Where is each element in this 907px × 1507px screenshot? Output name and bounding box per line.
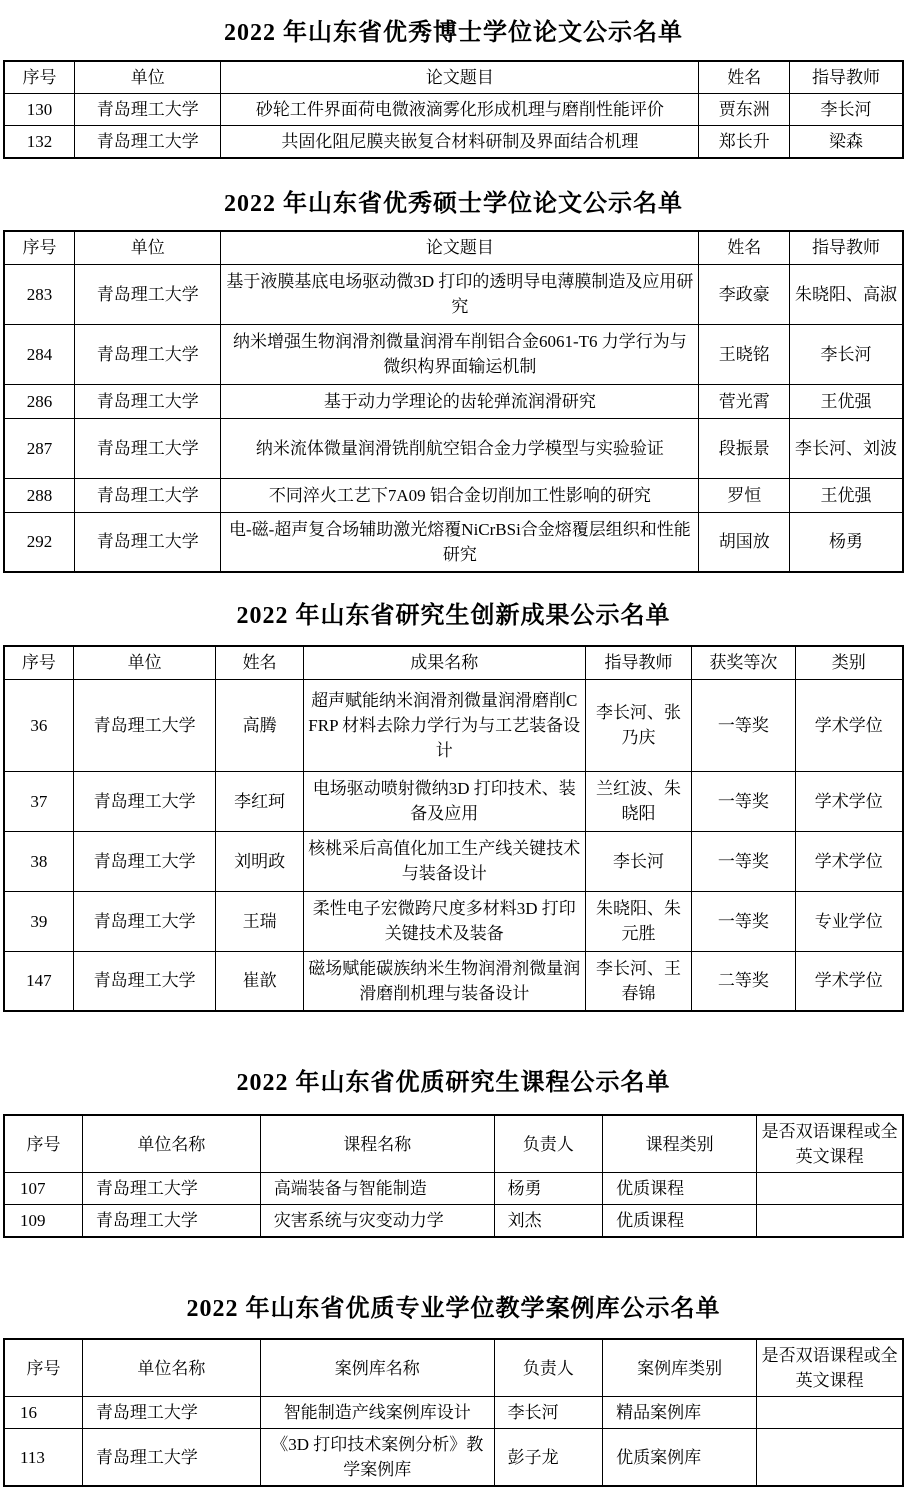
cell-unit-name: 青岛理工大学 bbox=[82, 1429, 260, 1487]
cell-advisor: 李长河、张乃庆 bbox=[585, 679, 692, 771]
col-header-index: 序号 bbox=[4, 231, 75, 264]
cell-index: 287 bbox=[4, 418, 75, 478]
col-header-unit: 单位 bbox=[75, 61, 221, 94]
cell-course-type: 优质课程 bbox=[603, 1173, 757, 1205]
cell-advisor: 李长河、刘波 bbox=[790, 418, 903, 478]
table-master-theses bbox=[3, 230, 904, 573]
table-doctoral-theses bbox=[3, 60, 904, 159]
table-row bbox=[4, 1429, 903, 1487]
cell-thesis-title: 纳米流体微量润滑铣削航空铝合金力学模型与实验验证 bbox=[221, 418, 699, 478]
cell-index: 38 bbox=[4, 831, 73, 891]
col-header-bilingual: 是否双语课程或全英文课程 bbox=[757, 1115, 903, 1173]
cell-unit: 青岛理工大学 bbox=[75, 512, 221, 572]
col-header-achievement: 成果名称 bbox=[303, 646, 585, 679]
cell-unit-name: 青岛理工大学 bbox=[82, 1397, 260, 1429]
col-header-unit-name: 单位名称 bbox=[82, 1115, 260, 1173]
col-header-course-name: 课程名称 bbox=[260, 1115, 494, 1173]
cell-achievement: 电场驱动喷射微纳3D 打印技术、装备及应用 bbox=[303, 771, 585, 831]
cell-index: 130 bbox=[4, 94, 75, 126]
table-row bbox=[4, 951, 903, 1011]
table-row bbox=[4, 512, 903, 572]
cell-name: 王瑞 bbox=[216, 891, 303, 951]
cell-unit: 青岛理工大学 bbox=[73, 891, 216, 951]
cell-casebase-type: 优质案例库 bbox=[603, 1429, 757, 1487]
cell-thesis-title: 共固化阻尼膜夹嵌复合材料研制及界面结合机理 bbox=[221, 126, 699, 159]
col-header-advisor: 指导教师 bbox=[790, 231, 903, 264]
cell-advisor: 梁森 bbox=[790, 126, 903, 159]
col-header-course-type: 课程类别 bbox=[603, 1115, 757, 1173]
cell-thesis-title: 基于动力学理论的齿轮弹流润滑研究 bbox=[221, 384, 699, 418]
cell-index: 39 bbox=[4, 891, 73, 951]
table-row bbox=[4, 679, 903, 771]
table-header-row bbox=[4, 231, 903, 264]
cell-leader: 杨勇 bbox=[494, 1173, 602, 1205]
col-header-index: 序号 bbox=[4, 1115, 82, 1173]
table-row bbox=[4, 418, 903, 478]
cell-index: 36 bbox=[4, 679, 73, 771]
cell-achievement: 核桃采后高值化加工生产线关键技术与装备设计 bbox=[303, 831, 585, 891]
cell-unit: 青岛理工大学 bbox=[75, 264, 221, 324]
cell-name: 刘明政 bbox=[216, 831, 303, 891]
cell-leader: 彭子龙 bbox=[494, 1429, 602, 1487]
table-row bbox=[4, 384, 903, 418]
table-row bbox=[4, 94, 903, 126]
col-header-thesis-title: 论文题目 bbox=[221, 61, 699, 94]
cell-name: 贾东洲 bbox=[699, 94, 790, 126]
table-row bbox=[4, 126, 903, 159]
section-title-case-libraries: 2022 年山东省优质专业学位教学案例库公示名单 bbox=[186, 1296, 721, 1322]
cell-name: 段振景 bbox=[699, 418, 790, 478]
cell-award: 一等奖 bbox=[692, 679, 795, 771]
table-header-row bbox=[4, 1115, 903, 1173]
cell-bilingual bbox=[757, 1429, 903, 1487]
cell-name: 崔歆 bbox=[216, 951, 303, 1011]
cell-course-name: 灾害系统与灾变动力学 bbox=[260, 1205, 494, 1238]
cell-advisor: 王优强 bbox=[790, 384, 903, 418]
cell-index: 147 bbox=[4, 951, 73, 1011]
cell-bilingual bbox=[757, 1397, 903, 1429]
table-row bbox=[4, 831, 903, 891]
section-title-innovation-achievements: 2022 年山东省研究生创新成果公示名单 bbox=[236, 603, 671, 629]
table-header-row bbox=[4, 1339, 903, 1397]
cell-advisor: 李长河 bbox=[790, 94, 903, 126]
cell-advisor: 兰红波、朱晓阳 bbox=[585, 771, 692, 831]
cell-index: 283 bbox=[4, 264, 75, 324]
cell-casebase-type: 精品案例库 bbox=[603, 1397, 757, 1429]
cell-award: 二等奖 bbox=[692, 951, 795, 1011]
cell-index: 113 bbox=[4, 1429, 82, 1487]
cell-unit-name: 青岛理工大学 bbox=[82, 1173, 260, 1205]
col-header-casebase-type: 案例库类别 bbox=[603, 1339, 757, 1397]
cell-index: 109 bbox=[4, 1205, 82, 1238]
cell-name: 菅光霄 bbox=[699, 384, 790, 418]
col-header-name: 姓名 bbox=[699, 61, 790, 94]
cell-unit: 青岛理工大学 bbox=[75, 418, 221, 478]
col-header-thesis-title: 论文题目 bbox=[221, 231, 699, 264]
cell-casebase-name: 《3D 打印技术案例分析》教学案例库 bbox=[260, 1429, 494, 1487]
col-header-index: 序号 bbox=[4, 646, 73, 679]
cell-index: 37 bbox=[4, 771, 73, 831]
cell-unit: 青岛理工大学 bbox=[75, 384, 221, 418]
cell-casebase-name: 智能制造产线案例库设计 bbox=[260, 1397, 494, 1429]
col-header-unit: 单位 bbox=[73, 646, 216, 679]
cell-unit: 青岛理工大学 bbox=[75, 478, 221, 512]
cell-unit: 青岛理工大学 bbox=[75, 94, 221, 126]
table-row bbox=[4, 264, 903, 324]
cell-name: 李红珂 bbox=[216, 771, 303, 831]
col-header-index: 序号 bbox=[4, 61, 75, 94]
table-row bbox=[4, 1205, 903, 1238]
cell-course-name: 高端装备与智能制造 bbox=[260, 1173, 494, 1205]
cell-advisor: 朱晓阳、朱元胜 bbox=[585, 891, 692, 951]
col-header-category: 类别 bbox=[795, 646, 903, 679]
cell-thesis-title: 砂轮工件界面荷电微液滴雾化形成机理与磨削性能评价 bbox=[221, 94, 699, 126]
table-row bbox=[4, 478, 903, 512]
col-header-bilingual: 是否双语课程或全英文课程 bbox=[757, 1339, 903, 1397]
table-row bbox=[4, 1173, 903, 1205]
cell-advisor: 王优强 bbox=[790, 478, 903, 512]
cell-index: 286 bbox=[4, 384, 75, 418]
cell-advisor: 杨勇 bbox=[790, 512, 903, 572]
cell-thesis-title: 电-磁-超声复合场辅助激光熔覆NiCrBSi合金熔覆层组织和性能研究 bbox=[221, 512, 699, 572]
cell-achievement: 柔性电子宏微跨尺度多材料3D 打印关键技术及装备 bbox=[303, 891, 585, 951]
cell-name: 王晓铭 bbox=[699, 324, 790, 384]
cell-unit: 青岛理工大学 bbox=[73, 679, 216, 771]
cell-index: 107 bbox=[4, 1173, 82, 1205]
section-title-quality-courses: 2022 年山东省优质研究生课程公示名单 bbox=[236, 1070, 671, 1096]
col-header-unit: 单位 bbox=[75, 231, 221, 264]
cell-category: 学术学位 bbox=[795, 831, 903, 891]
table-header-row bbox=[4, 646, 903, 679]
table-row bbox=[4, 891, 903, 951]
cell-name: 郑长升 bbox=[699, 126, 790, 159]
table-header-row bbox=[4, 61, 903, 94]
table-quality-courses bbox=[3, 1114, 904, 1238]
cell-unit: 青岛理工大学 bbox=[75, 324, 221, 384]
cell-thesis-title: 基于液膜基底电场驱动微3D 打印的透明导电薄膜制造及应用研究 bbox=[221, 264, 699, 324]
cell-award: 一等奖 bbox=[692, 771, 795, 831]
cell-leader: 李长河 bbox=[494, 1397, 602, 1429]
cell-achievement: 磁场赋能碳族纳米生物润滑剂微量润滑磨削机理与装备设计 bbox=[303, 951, 585, 1011]
cell-unit-name: 青岛理工大学 bbox=[82, 1205, 260, 1238]
cell-index: 284 bbox=[4, 324, 75, 384]
table-row bbox=[4, 771, 903, 831]
section-title-doctoral-theses: 2022 年山东省优秀博士学位论文公示名单 bbox=[224, 20, 683, 46]
cell-index: 16 bbox=[4, 1397, 82, 1429]
table-case-libraries bbox=[3, 1338, 904, 1487]
cell-thesis-title: 不同淬火工艺下7A09 铝合金切削加工性影响的研究 bbox=[221, 478, 699, 512]
cell-index: 132 bbox=[4, 126, 75, 159]
cell-category: 学术学位 bbox=[795, 679, 903, 771]
cell-bilingual bbox=[757, 1205, 903, 1238]
cell-category: 学术学位 bbox=[795, 771, 903, 831]
cell-leader: 刘杰 bbox=[494, 1205, 602, 1238]
col-header-leader: 负责人 bbox=[494, 1339, 602, 1397]
cell-achievement: 超声赋能纳米润滑剂微量润滑磨削CFRP 材料去除力学行为与工艺装备设计 bbox=[303, 679, 585, 771]
cell-name: 罗恒 bbox=[699, 478, 790, 512]
col-header-unit-name: 单位名称 bbox=[82, 1339, 260, 1397]
col-header-award: 获奖等次 bbox=[692, 646, 795, 679]
cell-advisor: 李长河、王春锦 bbox=[585, 951, 692, 1011]
col-header-advisor: 指导教师 bbox=[585, 646, 692, 679]
cell-unit: 青岛理工大学 bbox=[73, 831, 216, 891]
cell-category: 学术学位 bbox=[795, 951, 903, 1011]
cell-award: 一等奖 bbox=[692, 891, 795, 951]
cell-advisor: 李长河 bbox=[790, 324, 903, 384]
cell-thesis-title: 纳米增强生物润滑剂微量润滑车削铝合金6061-T6 力学行为与微织构界面输运机制 bbox=[221, 324, 699, 384]
col-header-name: 姓名 bbox=[216, 646, 303, 679]
cell-advisor: 朱晓阳、高淑 bbox=[790, 264, 903, 324]
cell-advisor: 李长河 bbox=[585, 831, 692, 891]
col-header-advisor: 指导教师 bbox=[790, 61, 903, 94]
table-row bbox=[4, 324, 903, 384]
cell-name: 高腾 bbox=[216, 679, 303, 771]
cell-award: 一等奖 bbox=[692, 831, 795, 891]
cell-category: 专业学位 bbox=[795, 891, 903, 951]
cell-unit: 青岛理工大学 bbox=[73, 951, 216, 1011]
cell-bilingual bbox=[757, 1173, 903, 1205]
cell-index: 292 bbox=[4, 512, 75, 572]
cell-unit: 青岛理工大学 bbox=[75, 126, 221, 159]
cell-index: 288 bbox=[4, 478, 75, 512]
cell-unit: 青岛理工大学 bbox=[73, 771, 216, 831]
col-header-index: 序号 bbox=[4, 1339, 82, 1397]
cell-name: 李政豪 bbox=[699, 264, 790, 324]
table-innovation-achievements bbox=[3, 645, 904, 1012]
cell-course-type: 优质课程 bbox=[603, 1205, 757, 1238]
col-header-casebase-name: 案例库名称 bbox=[260, 1339, 494, 1397]
col-header-leader: 负责人 bbox=[494, 1115, 602, 1173]
cell-name: 胡国放 bbox=[699, 512, 790, 572]
section-title-master-theses: 2022 年山东省优秀硕士学位论文公示名单 bbox=[224, 191, 683, 217]
col-header-name: 姓名 bbox=[699, 231, 790, 264]
table-row bbox=[4, 1397, 903, 1429]
